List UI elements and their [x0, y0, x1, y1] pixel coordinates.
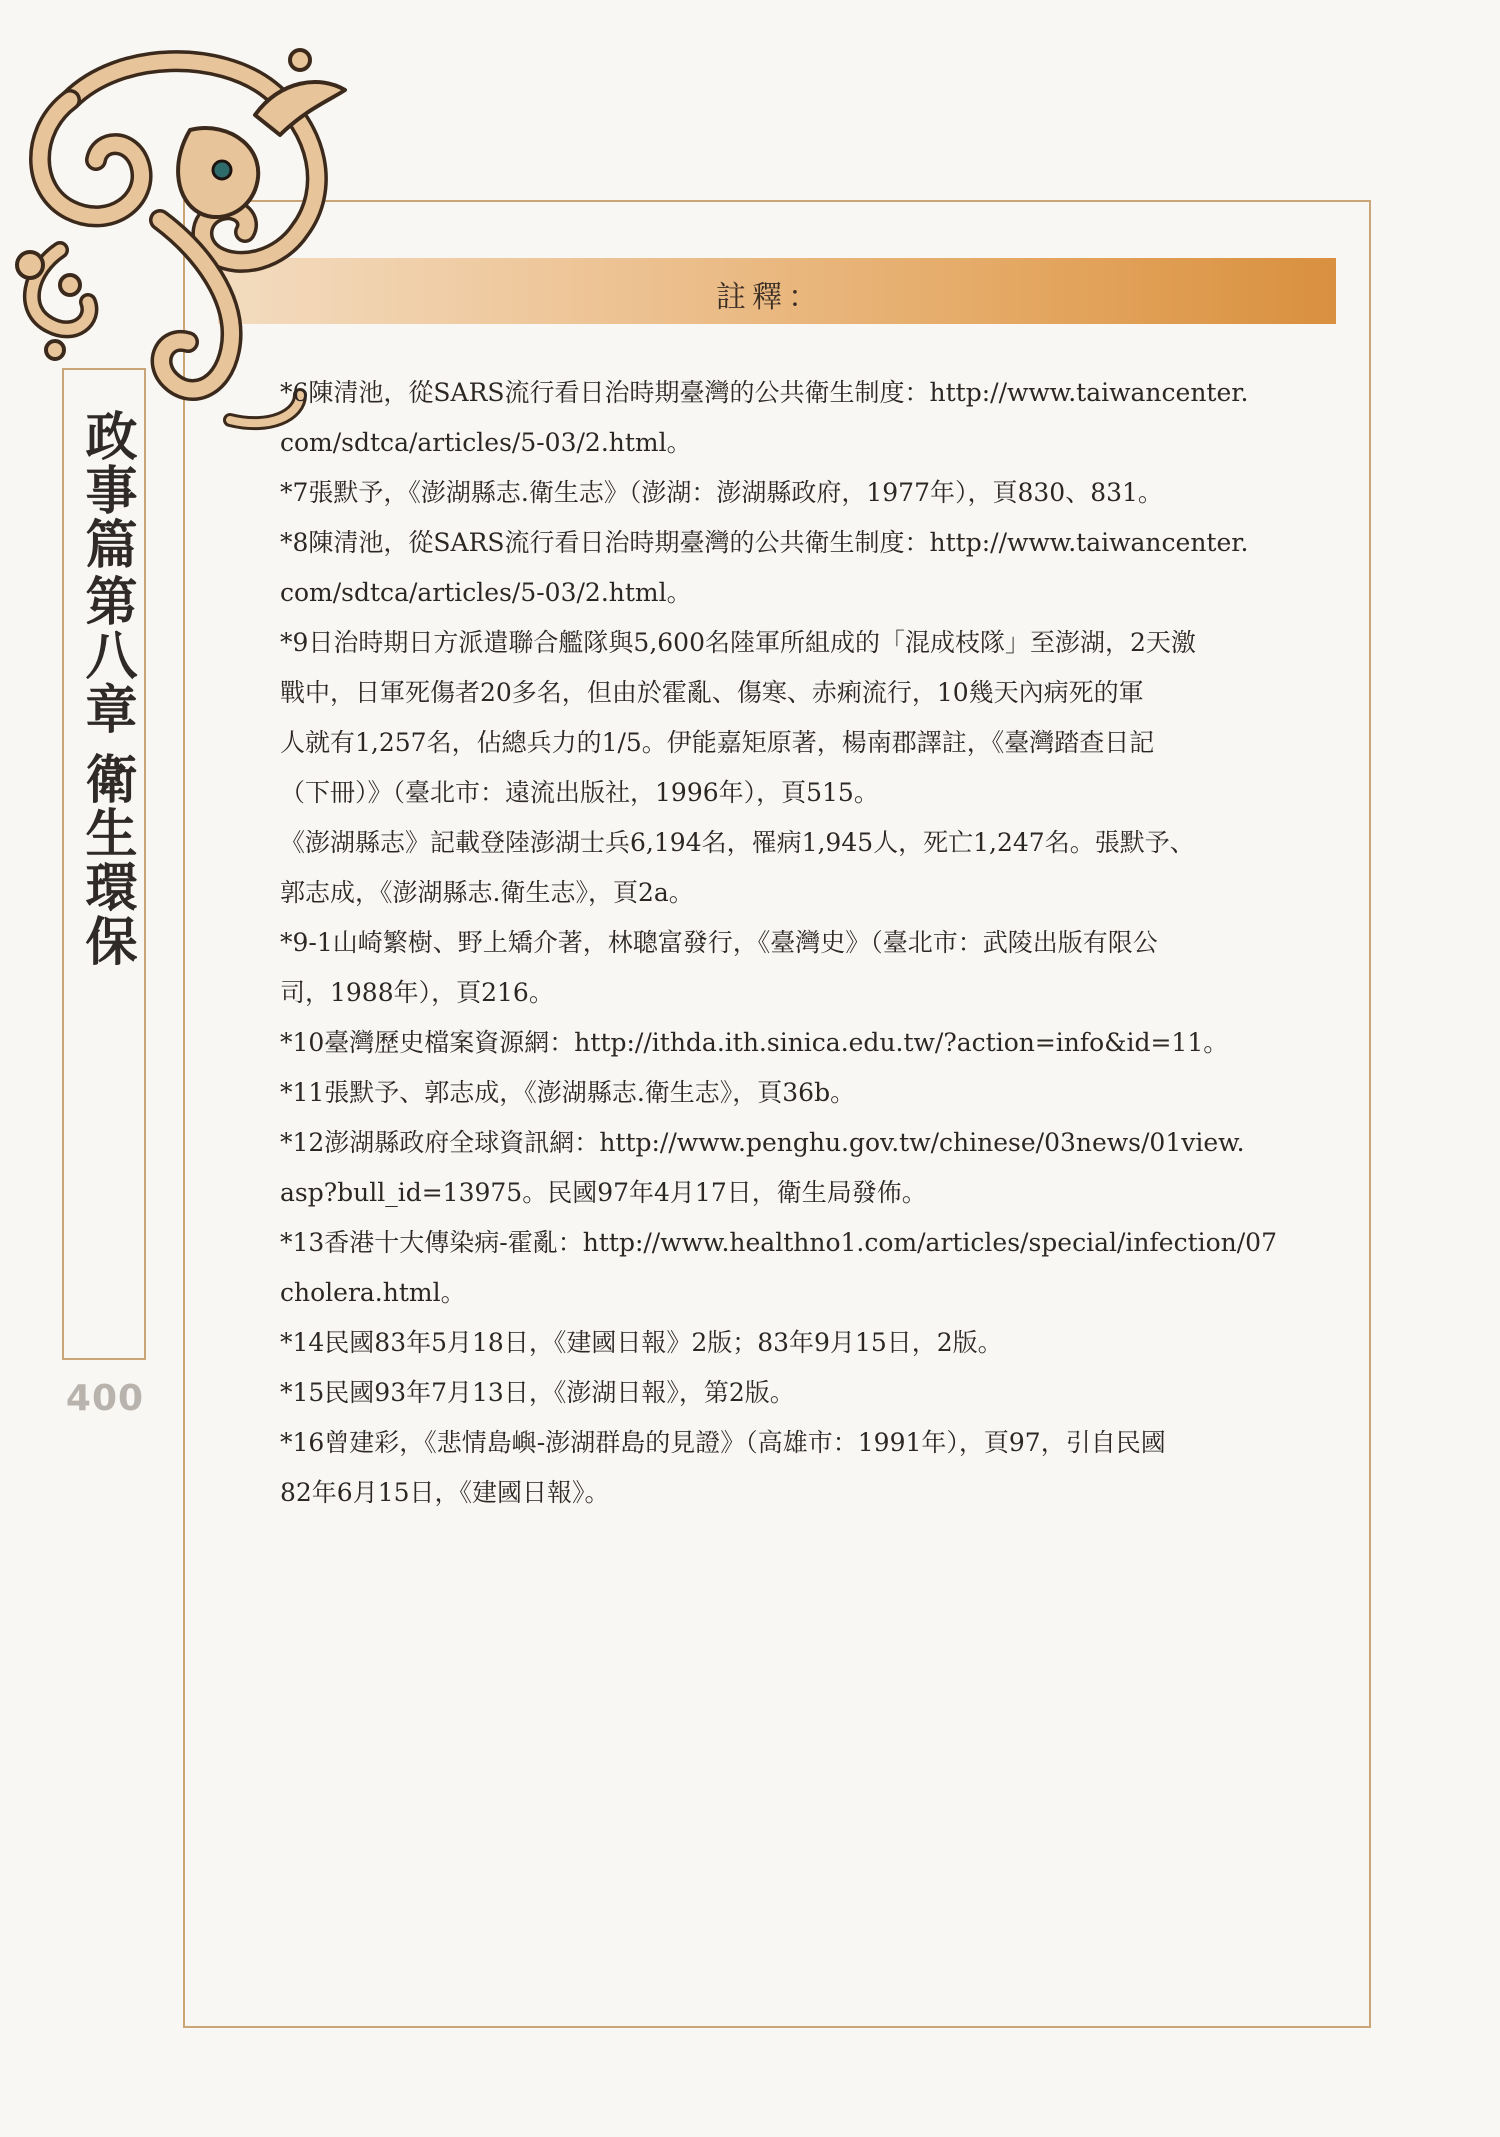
note-9-1	[280, 918, 1340, 1018]
note-line: *6陳清池，從SARS流行看日治時期臺灣的公共衛生制度：http://www.taiwancenter.	[280, 378, 1249, 407]
note-9	[280, 618, 1340, 918]
note-line: *12澎湖縣政府全球資訊網：http://www.penghu.gov.tw/chinese/03news/01view.	[280, 1128, 1245, 1157]
note-line: *9日治時期日方派遣聯合艦隊與5,600名陸軍所組成的「混成枝隊」至澎湖，2天激	[280, 628, 1196, 657]
note-7	[280, 468, 1340, 518]
side-title-frame-right	[144, 368, 146, 1360]
note-8	[280, 518, 1340, 618]
note-line: （下冊）》（臺北市：遠流出版社，1996年），頁515。	[280, 778, 879, 807]
note-14	[280, 1318, 1340, 1368]
notes-list	[280, 368, 1340, 1518]
page-number: 400	[65, 1378, 145, 1419]
note-12	[280, 1118, 1340, 1218]
note-line: com/sdtca/articles/5-03/2.html。	[280, 428, 692, 457]
note-line: 司，1988年），頁216。	[280, 978, 554, 1007]
note-line: *14民國83年5月18日，《建國日報》2版；83年9月15日，2版。	[280, 1328, 1003, 1357]
note-11	[280, 1068, 1340, 1118]
note-line: 戰中，日軍死傷者20多名，但由於霍亂、傷寒、赤痢流行，10幾天內病死的軍	[280, 678, 1144, 707]
note-line: 人就有1,257名，佔總兵力的1/5。伊能嘉矩原著，楊南郡譯註，《臺灣踏查日記	[280, 728, 1155, 757]
header-title: 註釋：	[716, 280, 824, 315]
side-title-frame-bottom	[62, 1358, 146, 1360]
side-title-part3: 衛生環保	[76, 752, 137, 968]
note-16	[280, 1418, 1340, 1518]
note-6	[280, 368, 1340, 468]
note-line: *9-1山崎繁樹、野上矯介著，林聰富發行，《臺灣史》（臺北市：武陵出版有限公	[280, 928, 1158, 957]
note-line: 82年6月15日，《建國日報》。	[280, 1478, 610, 1507]
note-line: 郭志成，《澎湖縣志.衛生志》，頁2a。	[280, 878, 694, 907]
note-line: *11張默予、郭志成，《澎湖縣志.衛生志》，頁36b。	[280, 1078, 856, 1107]
note-line: *15民國93年7月13日，《澎湖日報》，第2版。	[280, 1378, 795, 1407]
note-line: *7張默予，《澎湖縣志.衛生志》（澎湖：澎湖縣政府，1977年），頁830、831。	[280, 478, 1163, 507]
note-line: cholera.html。	[280, 1278, 466, 1307]
note-10	[280, 1018, 1340, 1068]
note-line: *13香港十大傳染病-霍亂：http://www.healthno1.com/articles/special/infection/07	[280, 1228, 1277, 1257]
note-line: *8陳清池，從SARS流行看日治時期臺灣的公共衛生制度：http://www.taiwancenter.	[280, 528, 1249, 557]
side-title-part2: 第八章	[76, 574, 137, 736]
side-title-part1: 政事篇	[76, 409, 137, 571]
note-line: *10臺灣歷史檔案資源網：http://ithda.ith.sinica.edu.tw/?action=info&id=11。	[280, 1028, 1229, 1057]
note-13	[280, 1218, 1340, 1318]
note-15	[280, 1368, 1340, 1418]
note-line: *16曾建彩，《悲情島嶼-澎湖群島的見證》（高雄市：1991年），頁97，引自民國	[280, 1428, 1166, 1457]
note-line: com/sdtca/articles/5-03/2.html。	[280, 578, 692, 607]
note-line: 《澎湖縣志》記載登陸澎湖士兵6,194名，罹病1,945人，死亡1,247名。張默予、	[280, 828, 1195, 857]
note-line: asp?bull_id=13975。民國97年4月17日，衛生局發佈。	[280, 1178, 927, 1207]
